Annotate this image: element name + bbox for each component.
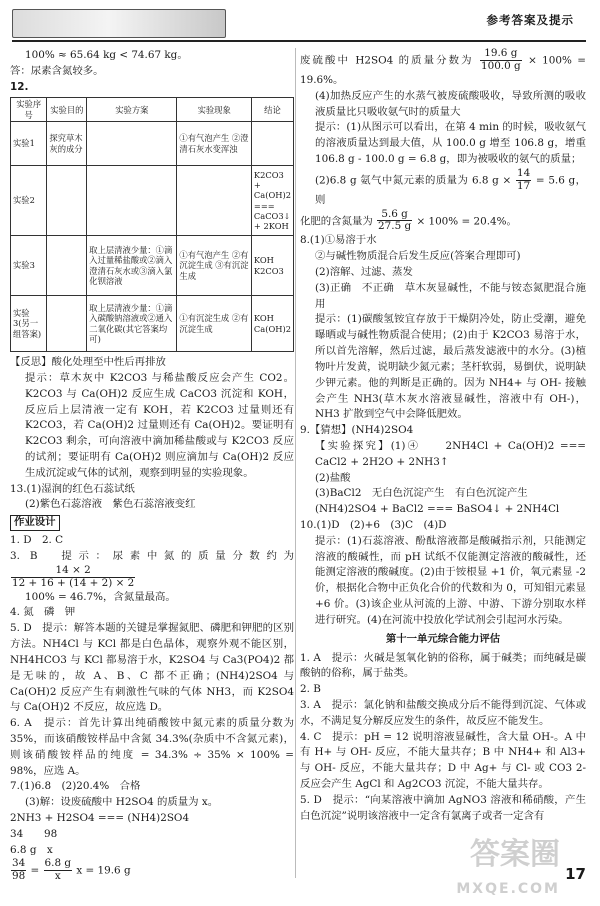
text-line: 【反思】酸化处理至中性后再排放 (10, 356, 166, 369)
text-span: 3. B 提示：尿素中氮的质量分数约为 (10, 549, 294, 562)
text-line: (3)解：设废硫酸中 H2SO4 的质量为 x。 (25, 796, 219, 809)
table-cell: 取上层清液少量：①滴入过量稀盐酸或②滴入澄清石灰水或③滴入氯化钡溶液 (87, 236, 177, 296)
text-line: 13.(1)湿润的红色石蕊试纸 (10, 482, 135, 495)
text-line: (4)加热反应产生的水蒸气被废硫酸吸收，导致所测的吸收液质量比只吸收氨气时的质量大 (315, 89, 586, 118)
hint-paragraph: 提示：(1)碳酸氢铵宜存放于干燥阴冷处，防止受潮，避免曝晒或与碱性物质混合使用；(2)由于 K2CO3 易溶于水，所以首先溶解，然后过滤，最后蒸发滤液中的水分。(3)植物叶片发黄，说明缺少氮元素；茎杆软弱，易倒伏，说明缺少钾元素。他的判断是正确的。因为 NH4+ 与 OH- 接触会产生 NH3(草木灰水溶液显碱性，溶液中有 OH-)，NH3 扩散到空气中会降低肥效。 (315, 313, 586, 421)
text-line: 1. D 2. C (10, 534, 64, 547)
table-row (11, 296, 294, 352)
table-cell: ①有气泡产生 ②澄清石灰水变浑浊 (177, 122, 251, 166)
text-line: (3)BaCl2 无白色沉淀产生 有白色沉淀产生 (315, 487, 528, 500)
table-cell (177, 166, 251, 236)
table-cell (47, 236, 87, 296)
table-cell (47, 296, 87, 352)
table-cell: KOH K2CO3 (251, 236, 293, 296)
text-line: (3)正确 不正确 草木灰显碱性，不能与铵态氮肥混合施用 (315, 281, 586, 310)
table-cell: 实验3 (11, 236, 47, 296)
text-line: ②与碱性物质混合后发生反应(答案合理即可) (315, 250, 521, 263)
hint-paragraph: 提示：(1)从图示可以看出，在第 4 min 的时候，吸收氨气的溶液质量达到最大值，从 100.0 g 增至 106.8 g，增重 106.8 g - 100.0 g = 6.8 g，即为被吸收的氨气的质量； (315, 121, 586, 165)
hint-paragraph: 5. D 提示：“向某溶液中滴加 AgNO3 溶液和稀硝酸，产生白色沉淀”说明该溶液中一定含有氯离子或者一定含有 (300, 793, 586, 822)
right-column (300, 48, 586, 824)
text-line (300, 168, 586, 209)
text-line: (2)溶解、过滤、蒸发 (315, 266, 413, 279)
column-divider (295, 48, 296, 878)
text-line: (2)盐酸 (315, 471, 351, 484)
text-line (300, 48, 586, 89)
text-line: 8.(1)①易溶于水 (300, 234, 377, 247)
fraction: $\frac{19.6 g}{100.0 g}$ (480, 47, 521, 72)
left-column (10, 48, 294, 883)
fraction: $\frac{5.6 g}{27.5 g}$ (378, 207, 412, 233)
text-line: 10.(1)D (2)+6 (3)C (4)D (300, 519, 447, 532)
text-line (300, 209, 586, 234)
hint-paragraph: 提示：(1)石蕊溶液、酚酞溶液都是酸碱指示剂，只能测定溶液的酸碱性，而 pH 试纸不仅能测定溶液的酸碱性，还能测定溶液的酸碱度。(2)由于铵根显 +1 价，氧元素显 -2 价，根据化合物中正负化合价的代数和为 0，可知钼元素显 +6 价。(3)该企业从河流的上游、中游、下游分别取水样进行研究。(4)在河流中投放化学试剂会引起河水污染。 (315, 534, 586, 626)
page-header (0, 0, 600, 44)
hint-paragraph: 1. A 提示：火碱是氢氧化钠的俗称，属于碱类；而纯碱是碳酸钠的俗称，属于盐类。 (300, 651, 586, 680)
table-header: 实验现象 (177, 98, 251, 122)
text-span: (2)6.8 g 氨气中氮元素的质量为 6.8 g × (315, 174, 512, 187)
table-header: 实验目的 (47, 98, 87, 122)
text-line: (2)紫色石蕊溶液 紫色石蕊溶液变红 (25, 498, 196, 511)
hint-paragraph: 6. A 提示：首先计算出纯硝酸铵中氮元素的质量分数为 35%，而该硝酸铵样品中含氮 34.3%(杂质中不含氮元素)，则该硝酸铵样品的纯度 = 34.3% ÷ 35% × 100% = 98%，应选 A。 (10, 717, 294, 777)
table-row (11, 122, 294, 166)
hint-paragraph: 5. D 提示：解答本题的关键是掌握氮肥、磷肥和钾肥的区别方法。NH4Cl 与 KCl 都是白色晶体，观察外观不能区别，NH4HCO3 与 KCl 都易溶于水，K2SO4 与 Ca3(PO4)2 都是无味的，故 A、B、C 都不正确；(NH4)2SO4 与 Ca(OH)2 反应产生有刺激性气味的气体 NH3，而 K2SO4 与 Ca(OH)2 不反应，故应选 D。 (10, 622, 294, 714)
table-header: 实验方案 (87, 98, 177, 122)
fraction: $\frac{34}{98}$ (12, 857, 26, 883)
page-number: 17 (565, 865, 586, 884)
hint-paragraph: 4. C 提示：pH = 12 说明溶液显碱性，含大量 OH-。A 中有 H+ 与 OH- 反应，不能大量共存；B 中 NH4+ 和 Al3+ 与 OH- 反应，不能大量共存；D 中 Ag+ 与 Cl- 或 CO3 2- 反应会产生 AgCl 和 Ag2CO3 沉淀，不能大量共存。 (300, 730, 586, 791)
table-row (11, 166, 294, 236)
equation: (NH4)2SO4 + BaCl2 === BaSO4↓ + 2NH4Cl (315, 503, 560, 516)
table-header-row (11, 98, 294, 122)
table-cell: 探究草木灰的成分 (47, 122, 87, 166)
text-line: 4. 氮 磷 钾 (10, 606, 76, 619)
text-line: 100% ≈ 65.64 kg < 74.67 kg。 (25, 49, 188, 61)
table-header: 实验序号 (11, 98, 47, 122)
header-decoration (12, 9, 226, 38)
unit-title: 第十一单元综合能力评估 (385, 632, 501, 645)
question-number: 12. (10, 80, 29, 93)
experiment-table (10, 97, 294, 352)
hint-paragraph: 3. A 提示：氯化钠和盐酸交换成分后不能得到沉淀、气体或水，不满足复分解反应发生的条件，故反应不能发生。 (300, 698, 586, 727)
table-cell (87, 166, 177, 236)
equation: 2NH3 + H2SO4 === (NH4)2SO4 (10, 812, 190, 824)
text-line: 9.【猜想】(NH4)2SO4 (300, 424, 414, 437)
watermark-url: MXQE.COM (456, 880, 560, 897)
table-cell: 实验2 (11, 166, 47, 236)
text-span: 化肥的含氮量为 (300, 214, 373, 227)
text-span: × 100% = 20.4%。 (416, 214, 517, 227)
text-line: 2. B (300, 683, 321, 696)
text-line: 答：尿素含氮较多。 (10, 64, 104, 77)
text-line: 【实验探究】(1)④ 2NH4Cl + Ca(OH)2 === CaCl2 + 2H2O + 2NH3↑ (315, 439, 586, 468)
equation: 34 98 (10, 827, 58, 840)
table-cell: 取上层清液少量：①滴入碳酸钠溶液或②通入二氧化碳(其它答案均可) (87, 296, 177, 352)
equation: $\frac{34}{98}$ = $\frac{6.8 g}{x}$ x = 19.6 g (12, 857, 131, 883)
header-rule (12, 40, 586, 42)
table-cell: 实验1 (11, 122, 47, 166)
watermark: 答案圈 (470, 837, 560, 873)
fraction: $\frac{14 \times 2}{12 + 16 + (14 + 2) \times 2}$ (12, 563, 135, 589)
fraction: $\frac{14}{17}$ (516, 166, 531, 192)
text-line (10, 549, 294, 590)
text-span: = 5.6 g，则 (315, 174, 586, 206)
table-cell (87, 122, 177, 166)
table-cell: KOH Ca(OH)2 (251, 296, 293, 352)
equation: 6.8 g x (10, 843, 53, 856)
table-cell: ①有沉淀生成 ②有沉淀生成 (177, 296, 251, 352)
table-cell (47, 166, 87, 236)
text-span: × 100% = 19.6%。 (300, 54, 586, 86)
table-cell: ①有气泡产生 ②有沉淀生成 ③有沉淀生成 (177, 236, 251, 296)
table-row (11, 236, 294, 296)
header-title: 参考答案及提示 (486, 13, 574, 27)
text-line: 7.(1)6.8 (2)20.4% 合格 (10, 780, 141, 793)
section-label: 作业设计 (10, 515, 294, 531)
table-cell (251, 122, 293, 166)
table-cell: K2CO3 + Ca(OH)2 === CaCO3↓ + 2KOH (251, 166, 293, 236)
hint-paragraph: 提示：草木灰中 K2CO3 与稀盐酸反应会产生 CO2。K2CO3 与 Ca(OH)2 反应生成 CaCO3 沉淀和 KOH，反应后上层清液一定有 KOH，若 K2CO3 过量则还有 K2CO3，若 Ca(OH)2 过量则还有 Ca(OH)2。要证明有 K2CO3 剩余，可向溶液中滴加稀盐酸或与 K2CO3 反应的试剂；要证明有 Ca(OH)2 则应滴加与 Ca(OH)2 反应生成沉淀或气体的试剂，观察到明显的实验现象。 (25, 371, 294, 479)
text-line: 100% = 46.7%，含氮量最高。 (25, 590, 176, 603)
table-header: 结论 (251, 98, 293, 122)
table-cell: 实验3(另一组答案) (11, 296, 47, 352)
text-span: x = 19.6 g (76, 864, 131, 877)
text-span: 废硫酸中 H2SO4 的质量分数为 (300, 54, 474, 67)
fraction: $\frac{6.8 g}{x}$ (44, 857, 72, 883)
